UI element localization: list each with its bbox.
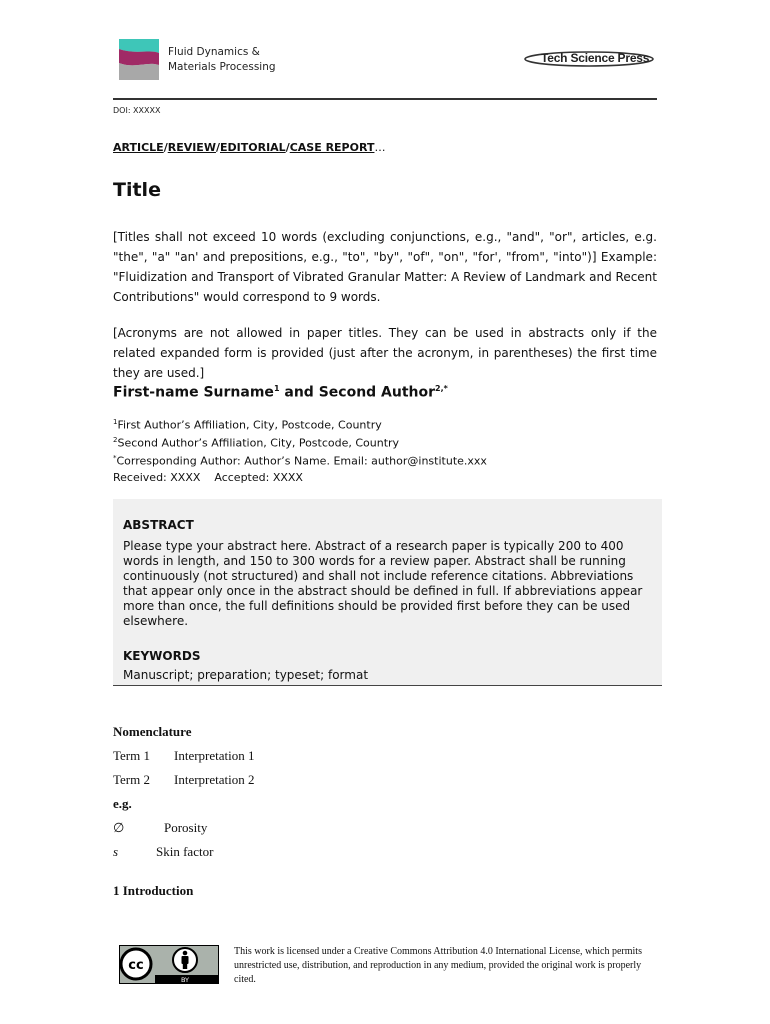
affiliation-2 <box>113 436 399 450</box>
cc-mark: cc <box>128 958 144 973</box>
received-accepted: Received: XXXX Accepted: XXXX <box>113 471 303 484</box>
paper-title: Title <box>113 179 161 201</box>
article-type-case-report: CASE REPORT <box>289 141 375 154</box>
article-type <box>113 141 385 154</box>
header-divider <box>113 98 657 100</box>
publisher-logo <box>523 47 658 71</box>
keywords-heading: KEYWORDS <box>123 649 201 663</box>
title-instructions: [Titles shall not exceed 10 words (excluding conjunctions, e.g., "and", "or", articles, e.g. "the", "a" "an' and prepositions, e.g., "to", "by", "of", "on", "for', "from", "into")] Example: "Fluidization and Transport of Vibrated Granular Matter: A Review of Landmark and Recent Contributions" would correspond to 9 words. <box>113 230 657 304</box>
author-line <box>113 384 448 401</box>
license-text: This work is licensed under a Creative Commons Attribution 4.0 International License, which permits unrestricted use, distribution, and reproduction in any medium, provided the original work is properly cited. <box>234 946 642 985</box>
abstract-box <box>113 499 662 685</box>
separator: / <box>163 141 168 154</box>
doi: DOI: XXXXX <box>113 106 161 115</box>
skin-def: Skin factor <box>156 844 214 859</box>
porosity-symbol: ∅ <box>113 820 125 835</box>
keywords-text: Manuscript; preparation; typeset; format <box>123 668 369 682</box>
nomenclature-heading: Nomenclature <box>113 724 192 739</box>
article-type-review: REVIEW <box>167 141 216 154</box>
affiliation-1-text: First Author’s Affiliation, City, Postcode, Country <box>117 418 382 432</box>
affiliation-1-sup: 1 <box>113 418 118 426</box>
article-type-article: ARTICLE <box>113 141 164 154</box>
corresponding-author <box>113 454 487 468</box>
porosity-def: Porosity <box>164 820 208 835</box>
separator: / <box>285 141 290 154</box>
first-author-sup: 1 <box>273 384 280 393</box>
second-author-sup: 2,* <box>435 384 448 393</box>
nomenclature-symbol-row <box>113 844 213 860</box>
creative-commons-by-icon <box>119 945 219 984</box>
nomenclature-row <box>113 748 255 764</box>
abstract-heading: ABSTRACT <box>123 518 194 532</box>
nomenclature-def: Interpretation 1 <box>174 748 255 763</box>
nomenclature-term: Term 2 <box>113 772 150 787</box>
first-author: First-name Surname <box>113 384 274 401</box>
journal-name <box>168 45 276 75</box>
publisher-name: Tech Science Press <box>541 51 650 65</box>
introduction-heading: 1 Introduction <box>113 883 194 898</box>
corresponding-text: Corresponding Author: Author’s Name. Email: author@institute.xxx <box>116 454 487 468</box>
by-mark: BY <box>180 976 190 984</box>
article-type-editorial: EDITORIAL <box>220 141 286 154</box>
separator: / <box>215 141 220 154</box>
nomenclature-eg: e.g. <box>113 796 132 811</box>
nomenclature-def: Interpretation 2 <box>174 772 255 787</box>
acronym-instructions: [Acronyms are not allowed in paper titles. They can be used in abstracts only if the related expanded form is provided (just after the acronym, in parentheses) the first time they are used.] <box>113 326 657 380</box>
journal-logo <box>119 39 159 80</box>
affiliation-1 <box>113 418 382 432</box>
nomenclature-symbol-row <box>113 820 207 836</box>
skin-symbol: s <box>113 844 119 859</box>
affiliation-2-text: Second Author’s Affiliation, City, Postcode, Country <box>117 436 400 450</box>
journal-name-line1: Fluid Dynamics & <box>168 46 260 58</box>
nomenclature-term: Term 1 <box>113 748 150 763</box>
second-author: and Second Author <box>279 384 436 401</box>
abstract-text: Please type your abstract here. Abstract of a research paper is typically 200 to 400 words in length, and 150 to 300 words for a review paper. Abstract shall be running continuously (not structured) and shall not include reference citations. Abbreviations that appear only once in the abstract should be defined in full. If abbreviations appear more than once, the full definitions should be provided first before they can be used elsewhere. <box>123 539 643 628</box>
journal-name-line2: Materials Processing <box>168 61 276 73</box>
nomenclature-row <box>113 772 255 788</box>
abstract-bottom-rule <box>113 685 662 686</box>
ellipsis: … <box>374 141 386 154</box>
corresponding-sup: * <box>113 454 117 462</box>
affiliation-2-sup: 2 <box>113 436 118 444</box>
